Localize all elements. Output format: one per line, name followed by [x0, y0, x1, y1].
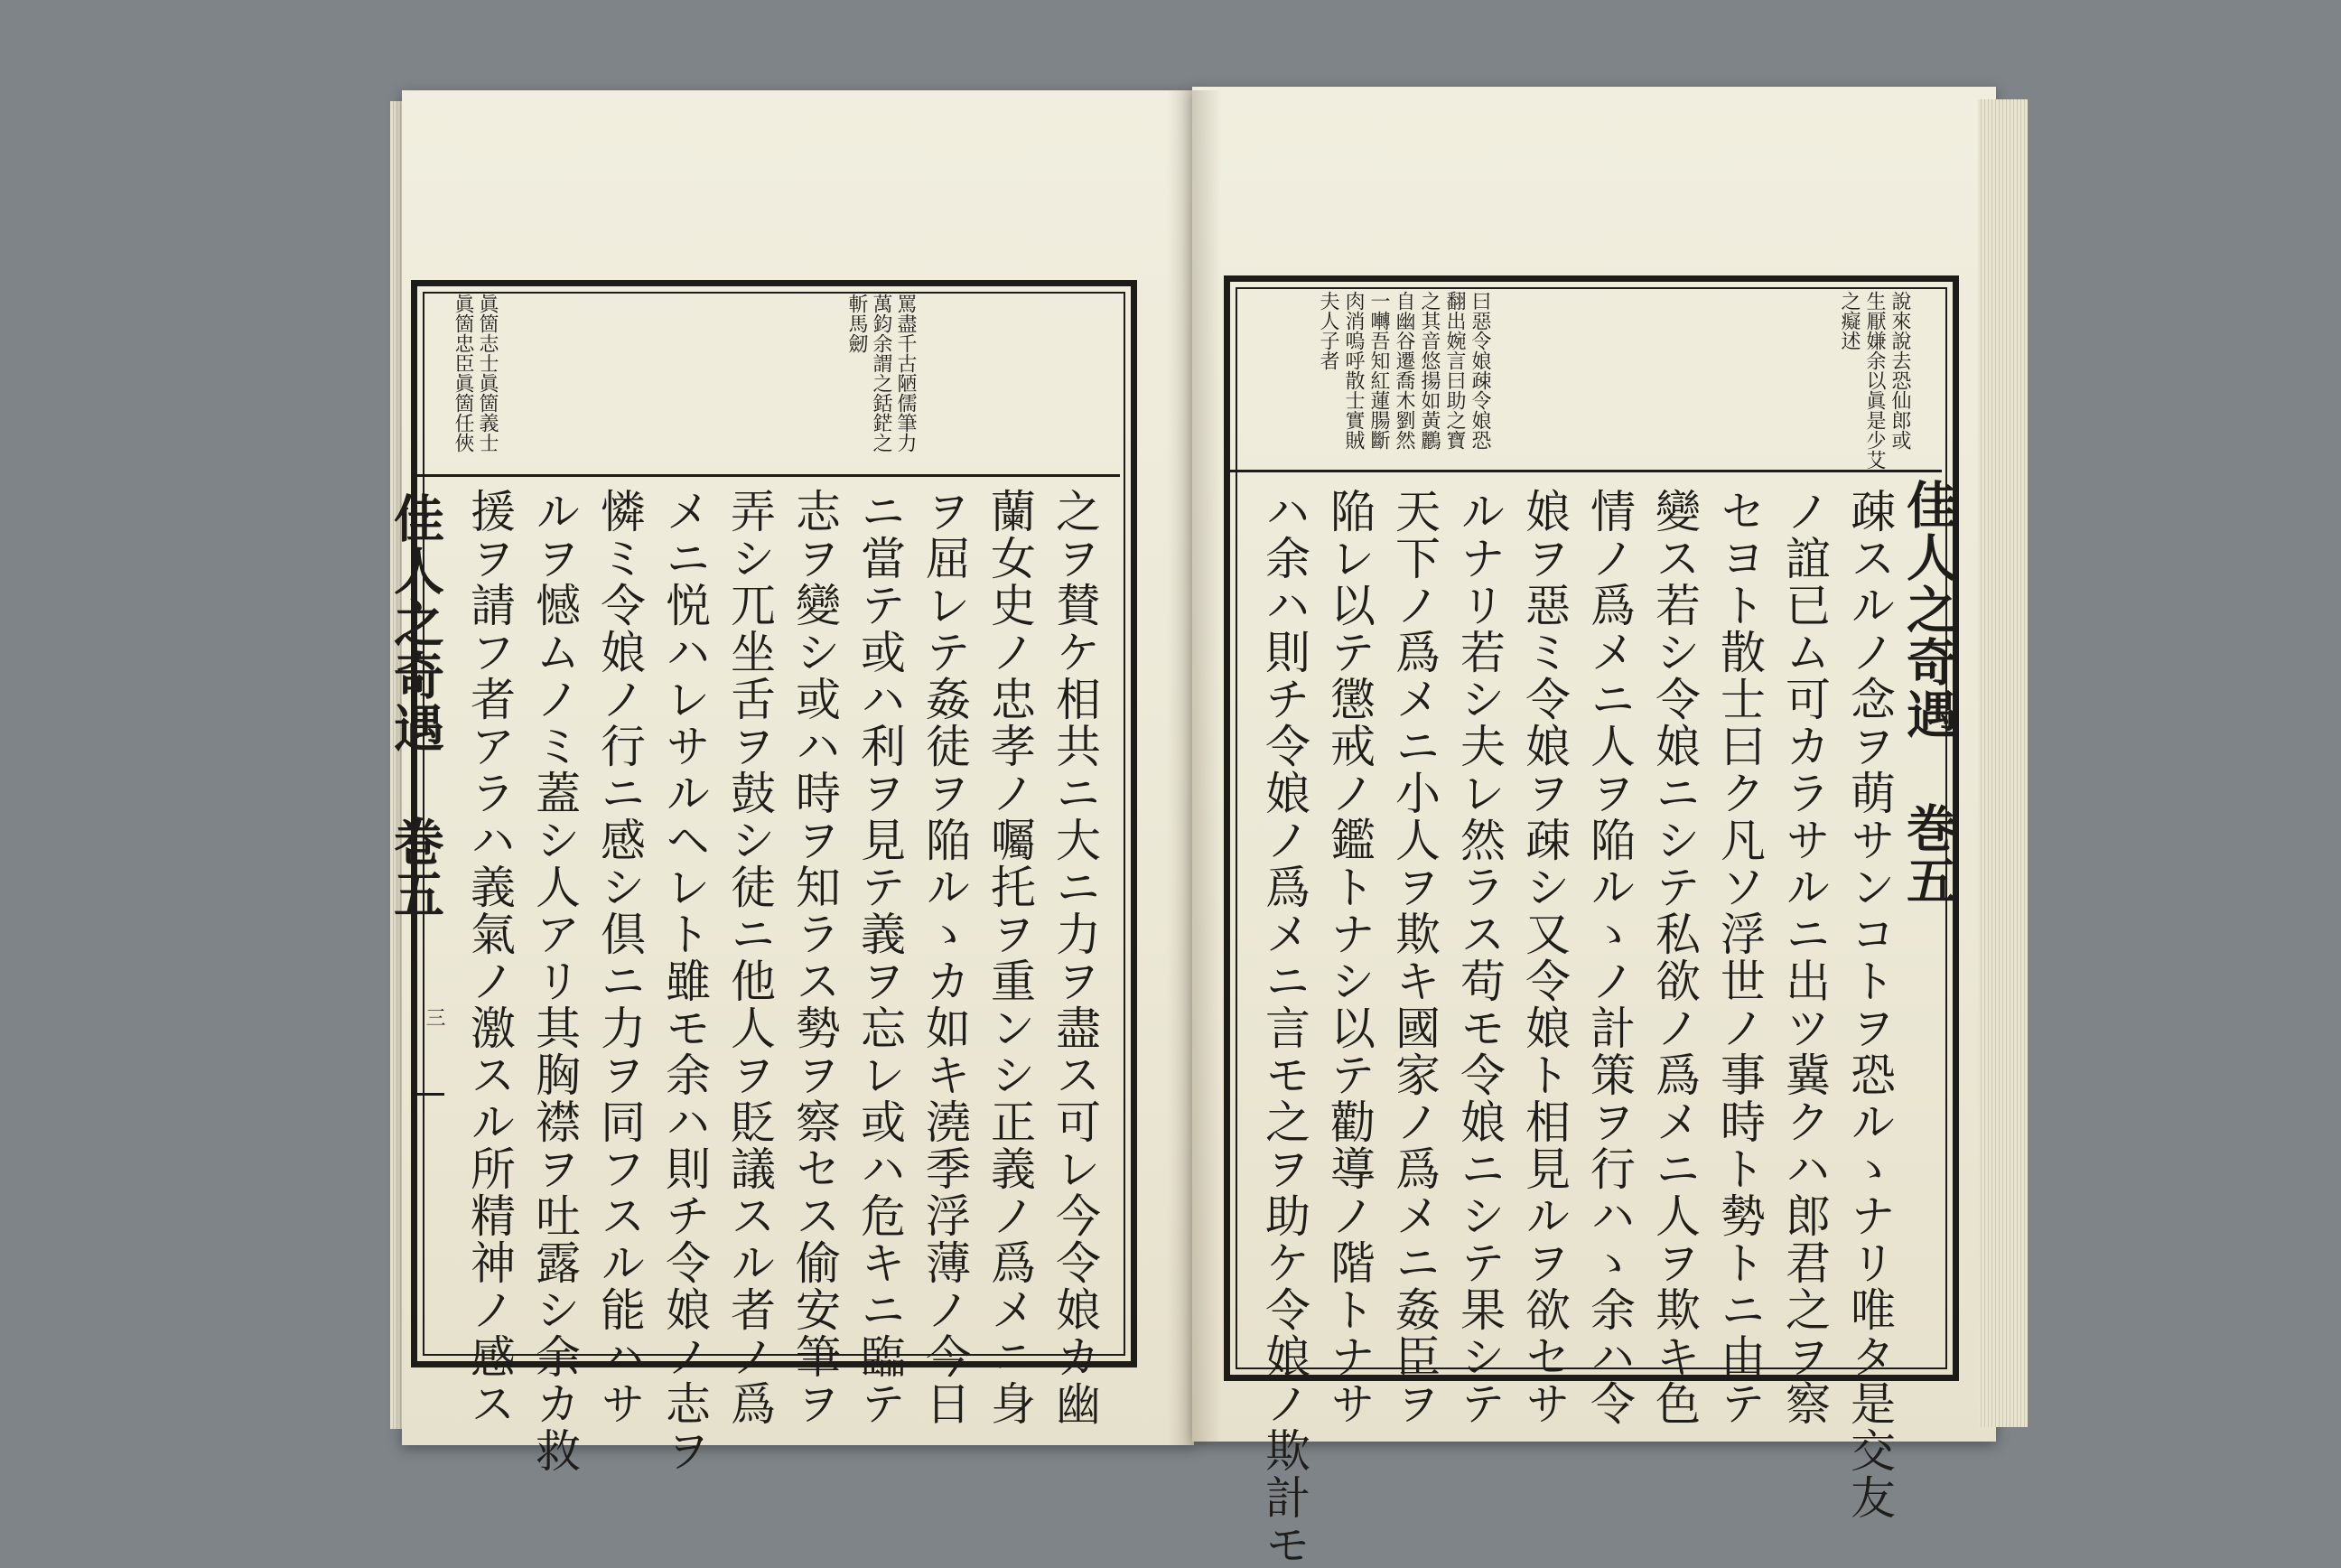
left-headnote: 眞箇忠臣眞箇任俠	[452, 294, 474, 453]
right-text-column: ノ誼已ム可カラサルニ出ツ冀クハ郎君之ヲ察	[1778, 488, 1831, 1427]
left-folio: 三	[423, 1007, 445, 1029]
right-text-column: セヨト散士曰ク凡ソ浮世ノ事時ト勢トニ由テ	[1713, 488, 1766, 1427]
left-text-column: ニ當テ或ハ利ヲ見テ義ヲ忘レ或ハ危キニ臨テ	[853, 488, 906, 1427]
right-side-title: 佳人之奇遇 巻五	[1898, 479, 1958, 907]
left-text-column: 蘭女史ノ忠孝ノ囑托ヲ重ンシ正義ノ爲メニ身	[984, 488, 1036, 1427]
left-text-column: メニ悦ハレサルヘレト雖モ余ハ則チ令娘ノ志ヲ	[658, 488, 711, 1474]
left-headnote: 萬鈞余謂之銛鋩之	[870, 294, 892, 453]
left-text-column: 憐ミ令娘ノ行ニ感シ倶ニ力ヲ同フスル能ハサ	[593, 488, 646, 1427]
left-text-column: ルヲ憾ムノミ蓋シ人アリ其胸襟ヲ吐露シ余カ救	[528, 488, 581, 1474]
left-side-title: 佳人之奇遇 巻五	[386, 492, 445, 920]
right-headnote: 夫人子者	[1317, 291, 1339, 370]
right-headnote: 之其音悠揚如黃鸝	[1418, 291, 1441, 450]
right-headnote: 曰惡令娘疎令娘恐	[1469, 291, 1491, 450]
right-text-column: ルナリ若シ夫レ然ラス苟モ令娘ニシテ果シテ	[1453, 488, 1506, 1427]
right-headnote: 說來說去恐仙郎或	[1889, 291, 1911, 450]
right-text-column: 疎スルノ念ヲ萌サンコトヲ恐ルゝナリ唯タ是交友	[1843, 488, 1896, 1521]
left-headnote: 眞箇志士眞箇義士	[476, 294, 499, 453]
right-headnote: 一囀吾知紅蓮腸斷	[1367, 291, 1390, 450]
right-text-column: 變ス若シ令娘ニシテ私欲ノ爲メニ人ヲ欺キ色	[1648, 488, 1701, 1427]
left-headnote-divider	[417, 474, 1120, 477]
right-text-column: 陥レ以テ懲戒ノ鑑トナシ以テ勸導ノ階トナサ	[1323, 488, 1376, 1427]
book-gutter	[1167, 90, 1221, 1445]
right-page-edges	[1978, 99, 2028, 1427]
left-side-divider	[417, 1093, 444, 1096]
left-headnote: 斬馬劒	[845, 294, 868, 353]
right-headnote: 肉消嗚呼散士實賊	[1342, 291, 1365, 450]
right-headnote-divider	[1230, 470, 1942, 472]
left-headnote: 罵盡千古陋儒筆力	[894, 294, 917, 453]
right-text-column: 情ノ爲メニ人ヲ陥ルゝノ計策ヲ行ハゝ余ハ令	[1583, 488, 1636, 1427]
left-text-column: 援ヲ請フ者アラハ義氣ノ激スル所精神ノ感ス	[463, 488, 516, 1427]
right-text-column: ハ余ハ則チ令娘ノ爲メニ言モ之ヲ助ケ令娘ノ欺計モ	[1258, 488, 1310, 1568]
left-text-column: 弄シ兀坐舌ヲ鼓シ徒ニ他人ヲ貶議スル者ノ爲	[723, 488, 776, 1427]
right-text-column: 天下ノ爲メニ小人ヲ欺キ國家ノ爲メニ姦臣ヲ	[1388, 488, 1441, 1427]
left-text-column: ヲ屈レテ姦徒ヲ陥ルゝカ如キ澆季浮薄ノ今日	[919, 488, 971, 1427]
left-text-column: 之ヲ賛ケ相共ニ大ニ力ヲ盡ス可レ今令娘カ幽	[1049, 488, 1101, 1427]
right-headnote: 生厭嫌余以眞是少艾	[1863, 291, 1886, 470]
right-headnote: 翻出婉言曰助之寶	[1443, 291, 1466, 450]
right-text-column: 娘ヲ惡ミ令娘ヲ疎シ又令娘ト相見ルヲ欲セサ	[1518, 488, 1571, 1427]
right-headnote: 自幽谷遷喬木劉然	[1393, 291, 1415, 450]
right-headnote: 之癡述	[1838, 291, 1861, 350]
left-text-column: 志ヲ變シ或ハ時ヲ知ラス勢ヲ察セス偷安筆ヲ	[788, 488, 841, 1427]
